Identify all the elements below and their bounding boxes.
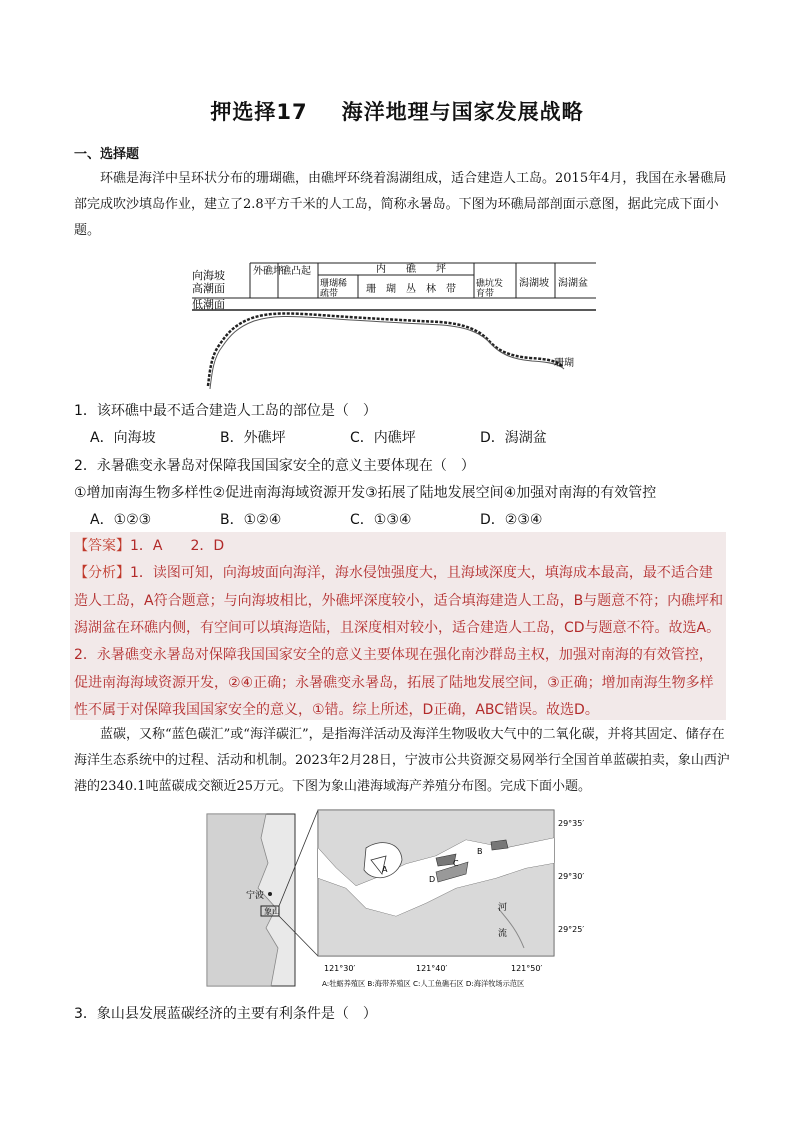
label-inner-flat: 内 礁 坪 [376, 264, 446, 275]
label-rubble: 珊瑚稀疏带 [320, 279, 348, 299]
label-low-tide: 低潮面 [192, 298, 225, 311]
lon-tick-1: 121°30′ [324, 964, 356, 973]
label-forest: 珊 瑚 丛 林 带 [366, 284, 456, 295]
label-river-1: 河 [498, 903, 508, 913]
ningbo-dot [268, 892, 272, 896]
map-legend: A:牡蛎养殖区 B:海带养殖区 C:人工鱼礁石区 D:海洋牧场示范区 [322, 979, 525, 988]
question-2-items: ①增加南海生物多样性②促进南海海域资源开发③拓展了陆地发展空间④加强对南海的有效管控 [74, 485, 657, 501]
q1-option-a[interactable]: A．向海坡 [90, 430, 156, 446]
label-ningbo: 宁波 [246, 891, 265, 901]
q2-option-c[interactable]: C．①③④ [350, 512, 412, 528]
lat-tick-1: 29°35′ [558, 819, 585, 828]
question-2-options [90, 509, 730, 529]
question-1-options [90, 427, 730, 447]
lon-tick-3: 121°50′ [511, 964, 543, 973]
label-lagoon-basin: 潟湖盆 [558, 278, 588, 289]
mark-b: B [477, 847, 483, 856]
label-high-tide: 高潮面 [192, 282, 225, 295]
title-main: 押选择17 [210, 100, 308, 124]
lon-tick-2: 121°40′ [416, 964, 448, 973]
page-title [0, 96, 794, 126]
analysis-2: 2．永暑礁变永暑岛对保障我国国家安全的意义主要体现在强化南沙群岛主权，加强对南海的有效管控，促进南海海域资源开发，②④正确；永暑礁变永暑岛，拓展了陆地发展空间，③正确；增加南海生物多样性不属于对保障我国国家安全的意义，①错。综上所述，D正确，ABC错误。故选D。 [74, 647, 714, 718]
xiangshan-map-figure [206, 808, 592, 994]
mark-a: A [382, 865, 388, 874]
label-river-2: 流 [498, 929, 508, 939]
answer-text: 1．A 2．D [130, 538, 225, 554]
q1-option-b[interactable]: B．外礁坪 [220, 430, 286, 446]
answer-line [74, 533, 724, 561]
mark-d: D [429, 875, 436, 884]
q2-option-a[interactable]: A．①②③ [90, 512, 152, 528]
passage-1: 环礁是海洋中呈环状分布的珊瑚礁，由礁坪环绕着潟湖组成，适合建造人工岛。2015年4月，我国在永暑礁局部完成吹沙填岛作业，建立了2.8平方千米的人工岛，简称永暑岛。下图为环礁局部剖面示意图，据此完成下面小题。 [74, 171, 727, 238]
label-outer-flat: 外礁坪 [253, 266, 283, 277]
analysis-tag: 【分析】 [74, 565, 130, 581]
label-raised: 礁凸起 [281, 266, 311, 277]
label-patch: 礁坑发育带 [476, 279, 504, 299]
title-sub: 海洋地理与国家发展战略 [341, 100, 584, 124]
mark-c: C [453, 859, 459, 868]
label-lagoon-slope: 潟湖坡 [519, 278, 549, 289]
lat-tick-3: 29°25′ [558, 925, 585, 934]
q2-option-d[interactable]: D．②③④ [480, 512, 543, 528]
atoll-profile-figure [190, 258, 600, 390]
analysis-1-text: 1．读图可知，向海坡面向海洋，海水侵蚀强度大，且海域深度大，填海成本最高，最不适合建造人工岛，A符合题意；与向海坡相比，外礁坪深度较小，适合填海建造人工岛，B与题意不符；内礁坪和潟湖盆在环礁内侧，有空间可以填海造陆，且深度相对较小，适合建造人工岛，CD与题意不符。故选A。 [74, 565, 724, 636]
label-slope: 向海坡 [192, 269, 225, 282]
section-heading: 一、选择题 [74, 147, 140, 162]
reef-profile-line [208, 313, 562, 386]
passage-2: 蓝碳，又称“蓝色碳汇”或“海洋碳汇”，是指海洋活动及海洋生物吸收大气中的二氧化碳，并将其固定、储存在海洋生态系统中的过程、活动和机制。2023年2月28日，宁波市公共资源交易网举行全国首单蓝碳拍卖，象山西沪港的2340.1吨蓝碳成交额近25万元。下图为象山港海域海产养殖分布图。完成下面小题。 [74, 727, 730, 794]
q2-option-b[interactable]: B．①②④ [220, 512, 282, 528]
analysis-1 [74, 560, 724, 643]
question-3-stem: 3．象山县发展蓝碳经济的主要有利条件是（ ） [74, 1006, 377, 1022]
question-1-stem: 1．该环礁中最不适合建造人工岛的部位是（ ） [74, 403, 377, 419]
q1-option-c[interactable]: C．内礁坪 [350, 430, 416, 446]
answer-tag: 【答案】 [74, 538, 130, 554]
question-2-stem: 2．永暑礁变永暑岛对保障我国国家安全的意义主要体现在（ ） [74, 458, 475, 474]
lat-tick-2: 29°30′ [558, 872, 585, 881]
label-coral: 珊瑚 [554, 358, 574, 369]
q1-option-d[interactable]: D．潟湖盆 [480, 430, 547, 446]
label-xiangshan: 象山 [264, 907, 280, 916]
